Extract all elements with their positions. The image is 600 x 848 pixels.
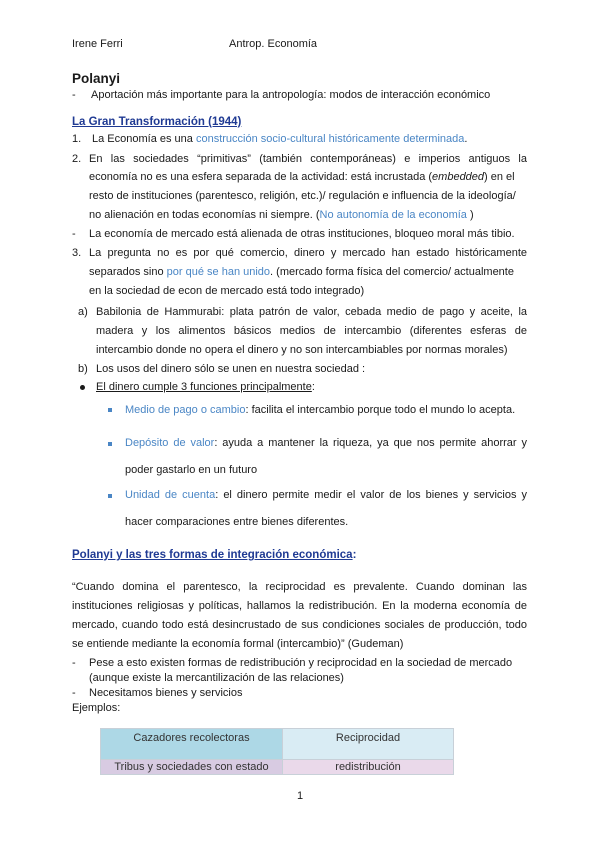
funcion-unidad-cuenta-line1: Unidad de cuenta: el dinero permite medir el valor de los bienes y servicios y [125,489,527,501]
funcion-unidad-cuenta-line2: hacer comparaciones entre bienes diferentes. [125,516,349,528]
bullet-square [108,442,112,446]
table-row [101,729,454,760]
table-cell: redistribución [283,760,454,775]
header-author: Irene Ferri [72,38,123,50]
table-row [101,760,454,775]
sublist-label-b: b) [78,363,88,375]
dash-marker: - [72,89,76,101]
sublist-a-line1: Babilonia de Hammurabi: plata patrón de valor, cebada medio de pago y aceite, la [96,306,527,318]
list-number: 2. [72,153,82,165]
funcion-deposito-valor-line2: poder gastarlo en un futuro [125,464,258,476]
sublist-label-a: a) [78,306,88,318]
link-construccion[interactable]: construcción socio-cultural históricamente determinada [195,133,465,145]
dash-marker: - [72,687,76,699]
link-por-que-unido[interactable]: por qué se han unido [166,266,271,278]
bullet-square [108,494,112,498]
list-item-2-line3: resto de instituciones (parentesco, religión, etc.)/ regulación e influencia de la ideología/ [89,190,516,202]
dash-text-mercado: La economía de mercado está alienada de otras instituciones, bloqueo moral más tibio. [89,228,515,240]
section-heading-tres-formas: Polanyi y las tres formas de integración económica: [72,549,357,561]
bullet-square [108,408,112,412]
dash-marker: - [72,228,76,240]
dash-redistribucion-line1: Pese a esto existen formas de redistribución y reciprocidad en la sociedad de mercado [89,657,513,669]
sublist-b-line1: Los usos del dinero sólo se unen en nuestra sociedad : [96,363,366,375]
page-number: 1 [297,790,304,802]
list-item-2-line2: economía no es una esfera separada de la actividad: está incrustada (embedded) en el [89,171,515,183]
dash-marker: - [72,657,76,669]
bullet-dot [80,385,85,390]
table-cell: Cazadores recolectoras [101,729,283,760]
quote-line1: “Cuando domina el parentesco, la reciprocidad es prevalente. Cuando dominan las [72,581,527,593]
list-item-3-line3: en la sociedad de econ de mercado está todo integrado) [89,285,365,297]
quote-line3: mercado, cuando todo está desincrustado de sus condiciones sociales de producción, todo [72,619,527,631]
header-subject: Antrop. Economía [229,38,318,50]
table-cell: Tribus y sociedades con estado [101,760,283,775]
table-cell: Reciprocidad [283,729,454,760]
quote-line4: se entiende mediante la economía formal (intercambio)” (Gudeman) [72,638,404,650]
list-item-3-line2: separados sino por qué se han unido. (mercado forma física del comercio/ actualmente [89,266,514,278]
intro-text: Aportación más importante para la antropología: modos de interacción económico [91,89,491,101]
link-no-autonomia[interactable]: No autonomía de la economía [319,209,467,221]
list-number: 3. [72,247,82,259]
dash-bienes-servicios: Necesitamos bienes y servicios [89,687,243,699]
list-item-2-line4: no alienación en todas economías ni siempre. (No autonomía de la economía ) [89,209,474,221]
list-number: 1. [72,133,82,145]
list-item-1: La Economía es una construcción socio-cultural históricamente determinada. [92,133,468,145]
sublist-a-line2: madera y los alimentos básicos medios de intercambio (diferentes esferas de [96,325,527,337]
sublist-a-line3: intercambio donde no opera el dinero y no son intercambiables por normas morales) [96,344,508,356]
page-title: Polanyi [72,71,121,86]
funcion-deposito-valor-line1: Depósito de valor: ayuda a mantener la riqueza, ya que nos permite ahorrar y [125,437,528,449]
examples-table [100,728,454,775]
list-item-2-line1: En las sociedades “primitivas” (también contemporáneas) e imperios antiguos la [89,153,527,165]
section-heading-gran-transformacion: La Gran Transformación (1944) [72,116,242,128]
ejemplos-label: Ejemplos: [72,702,121,714]
dash-redistribucion-line2: (aunque existe la mercantilización de las relaciones) [89,672,344,684]
list-item-3-line1: La pregunta no es por qué comercio, dinero y mercado han estado históricamente [89,247,527,259]
quote-line2: instituciones religiosas y políticas, hallamos la redistribución. En la moderna economía de [72,600,527,612]
funcion-medio-pago: Medio de pago o cambio: facilita el intercambio porque todo el mundo lo acepta. [125,404,516,416]
funciones-title: El dinero cumple 3 funciones principalmente: [96,381,315,393]
